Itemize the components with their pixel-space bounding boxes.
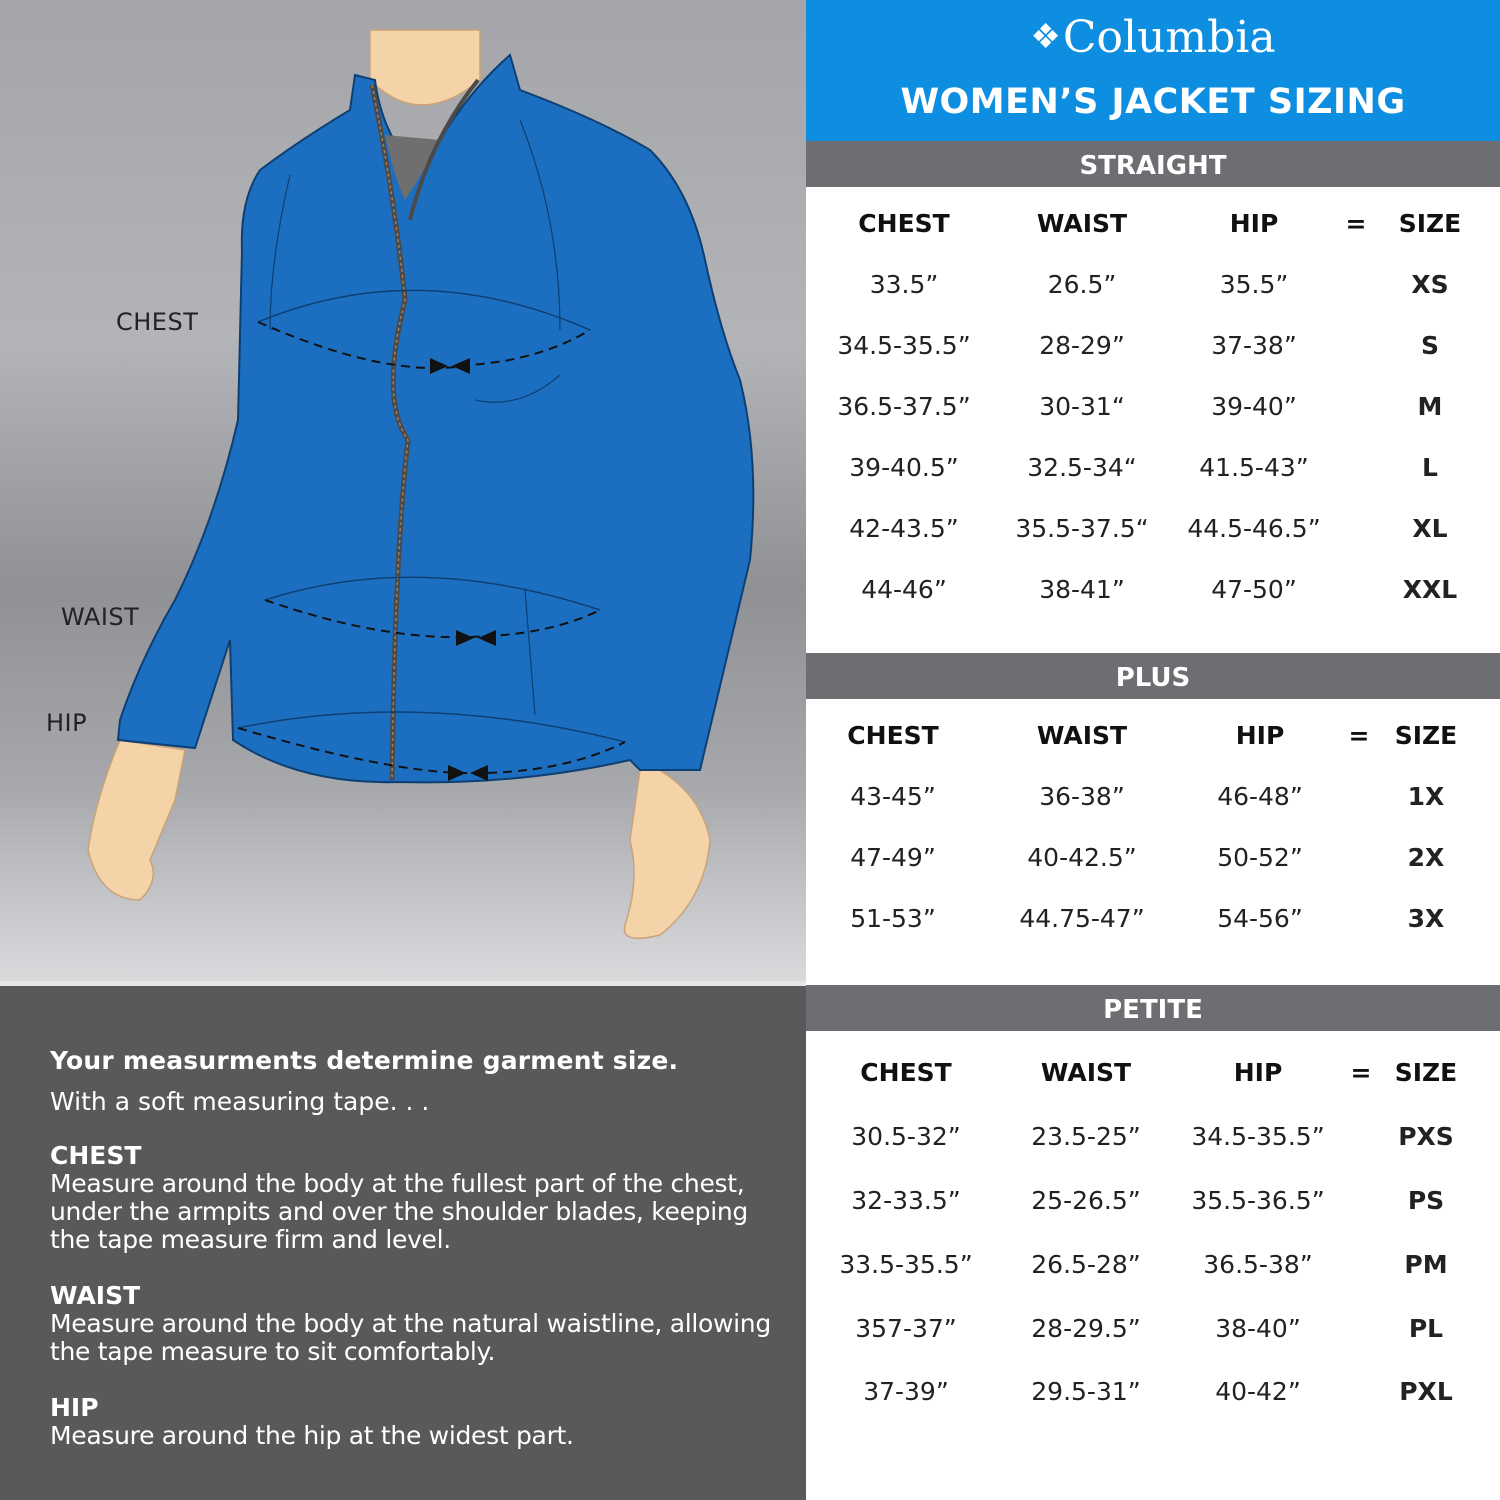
table-cell-waist: 26.5”: [1047, 270, 1117, 299]
size-chart-panel: [806, 0, 1500, 1500]
table-cell-hip: 38-40”: [1215, 1314, 1301, 1343]
table-cell-size: 3X: [1407, 904, 1445, 933]
table-cell-size: M: [1417, 392, 1443, 421]
table-cell-size: XL: [1412, 514, 1448, 543]
hip-label: HIP: [46, 709, 88, 737]
table-cell-waist: 29.5-31”: [1031, 1377, 1141, 1406]
column-header-hip: HIP: [1235, 721, 1285, 750]
column-header-hip: HIP: [1233, 1058, 1283, 1087]
waist-label: WAIST: [61, 603, 140, 631]
table-cell-hip: 44.5-46.5”: [1187, 514, 1321, 543]
table-cell-size: S: [1420, 331, 1439, 360]
table-cell-hip: 41.5-43”: [1199, 453, 1309, 482]
column-header-waist: WAIST: [1036, 721, 1128, 750]
column-header-chest: CHEST: [847, 721, 939, 750]
column-header-size: SIZE: [1394, 1058, 1458, 1087]
table-cell-chest: 33.5”: [869, 270, 939, 299]
column-header-equals: =: [1350, 1058, 1372, 1087]
jacket-illustration: [0, 0, 806, 981]
table-cell-chest: 34.5-35.5”: [837, 331, 971, 360]
jacket-illustration-panel: [0, 0, 806, 981]
table-cell-waist: 44.75-47”: [1019, 904, 1145, 933]
brand-name: Columbia: [1062, 12, 1276, 63]
table-cell-waist: 35.5-37.5“: [1015, 514, 1149, 543]
table-cell-hip: 50-52”: [1217, 843, 1303, 872]
table-cell-hip: 46-48”: [1217, 782, 1303, 811]
table-cell-waist: 38-41”: [1039, 575, 1125, 604]
table-cell-waist: 30-31“: [1039, 392, 1125, 421]
table-cell-waist: 26.5-28”: [1031, 1250, 1141, 1279]
table-cell-chest: 36.5-37.5”: [837, 392, 971, 421]
table-cell-chest: 32-33.5”: [851, 1186, 961, 1215]
column-header-waist: WAIST: [1040, 1058, 1132, 1087]
section-header-straight: STRAIGHT: [806, 141, 1500, 187]
table-cell-size: PS: [1407, 1186, 1445, 1215]
columbia-diamond-icon: ❖: [1030, 17, 1061, 57]
table-cell-hip: 47-50”: [1211, 575, 1297, 604]
column-header-equals: =: [1345, 209, 1367, 238]
measuring-guide: [0, 981, 806, 1500]
table-cell-chest: 39-40.5”: [849, 453, 959, 482]
table-cell-size: PXS: [1398, 1122, 1454, 1151]
table-cell-waist: 25-26.5”: [1031, 1186, 1141, 1215]
table-cell-waist: 23.5-25”: [1031, 1122, 1141, 1151]
table-cell-waist: 32.5-34“: [1027, 453, 1137, 482]
table-cell-hip: 39-40”: [1211, 392, 1297, 421]
table-cell-hip: 35.5-36.5”: [1191, 1186, 1325, 1215]
table-cell-chest: 44-46”: [861, 575, 947, 604]
table-cell-hip: 34.5-35.5”: [1191, 1122, 1325, 1151]
guide-item-chest: [50, 1142, 780, 1254]
table-cell-chest: 30.5-32”: [851, 1122, 961, 1151]
guide-subheading: With a soft measuring tape. . .: [50, 1087, 430, 1116]
table-cell-size: PL: [1408, 1314, 1444, 1343]
guide-term: WAIST: [50, 1281, 141, 1310]
table-cell-hip: 54-56”: [1217, 904, 1303, 933]
table-cell-chest: 51-53”: [850, 904, 936, 933]
column-header-waist: WAIST: [1036, 209, 1128, 238]
table-cell-hip: 36.5-38”: [1203, 1250, 1313, 1279]
table-cell-waist: 40-42.5”: [1027, 843, 1137, 872]
page-title: WOMEN’S JACKET SIZING: [900, 82, 1406, 122]
column-header-hip: HIP: [1229, 209, 1279, 238]
table-cell-waist: 28-29”: [1039, 331, 1125, 360]
table-cell-size: PXL: [1399, 1377, 1453, 1406]
column-header-size: SIZE: [1398, 209, 1462, 238]
table-cell-size: 1X: [1407, 782, 1445, 811]
table-cell-size: XS: [1411, 270, 1449, 299]
guide-description: Measure around the body at the natural waistline, allowing the tape measure to sit comfortably.: [50, 1309, 771, 1366]
table-cell-chest: 37-39”: [863, 1377, 949, 1406]
table-cell-chest: 47-49”: [850, 843, 936, 872]
guide-term: HIP: [50, 1393, 99, 1422]
table-cell-waist: 28-29.5”: [1031, 1314, 1141, 1343]
section-header-petite: PETITE: [806, 985, 1500, 1031]
guide-item-waist: [50, 1282, 780, 1366]
table-cell-chest: 43-45”: [850, 782, 936, 811]
brand-logo: [806, 12, 1500, 63]
table-cell-chest: 357-37”: [855, 1314, 957, 1343]
column-header-size: SIZE: [1394, 721, 1458, 750]
table-cell-size: XXL: [1402, 575, 1458, 604]
column-header-chest: CHEST: [858, 209, 950, 238]
guide-item-hip: [50, 1394, 780, 1450]
guide-term: CHEST: [50, 1141, 142, 1170]
guide-description: Measure around the hip at the widest part.: [50, 1421, 574, 1450]
table-cell-size: PM: [1404, 1250, 1448, 1279]
section-header-plus: PLUS: [806, 653, 1500, 699]
table-cell-hip: 35.5”: [1219, 270, 1289, 299]
table-cell-chest: 33.5-35.5”: [839, 1250, 973, 1279]
table-cell-size: L: [1422, 453, 1438, 482]
table-cell-hip: 37-38”: [1211, 331, 1297, 360]
chest-label: CHEST: [116, 308, 199, 336]
guide-heading: Your measurments determine garment size.: [50, 1046, 679, 1075]
brand-header: [806, 0, 1500, 141]
table-cell-hip: 40-42”: [1215, 1377, 1301, 1406]
table-cell-chest: 42-43.5”: [849, 514, 959, 543]
table-cell-size: 2X: [1407, 843, 1445, 872]
column-header-equals: =: [1348, 721, 1370, 750]
column-header-chest: CHEST: [860, 1058, 952, 1087]
guide-description: Measure around the body at the fullest part of the chest, under the armpits and over the shoulder blades, keeping the tape measure firm and level.: [50, 1169, 749, 1254]
table-cell-waist: 36-38”: [1039, 782, 1125, 811]
